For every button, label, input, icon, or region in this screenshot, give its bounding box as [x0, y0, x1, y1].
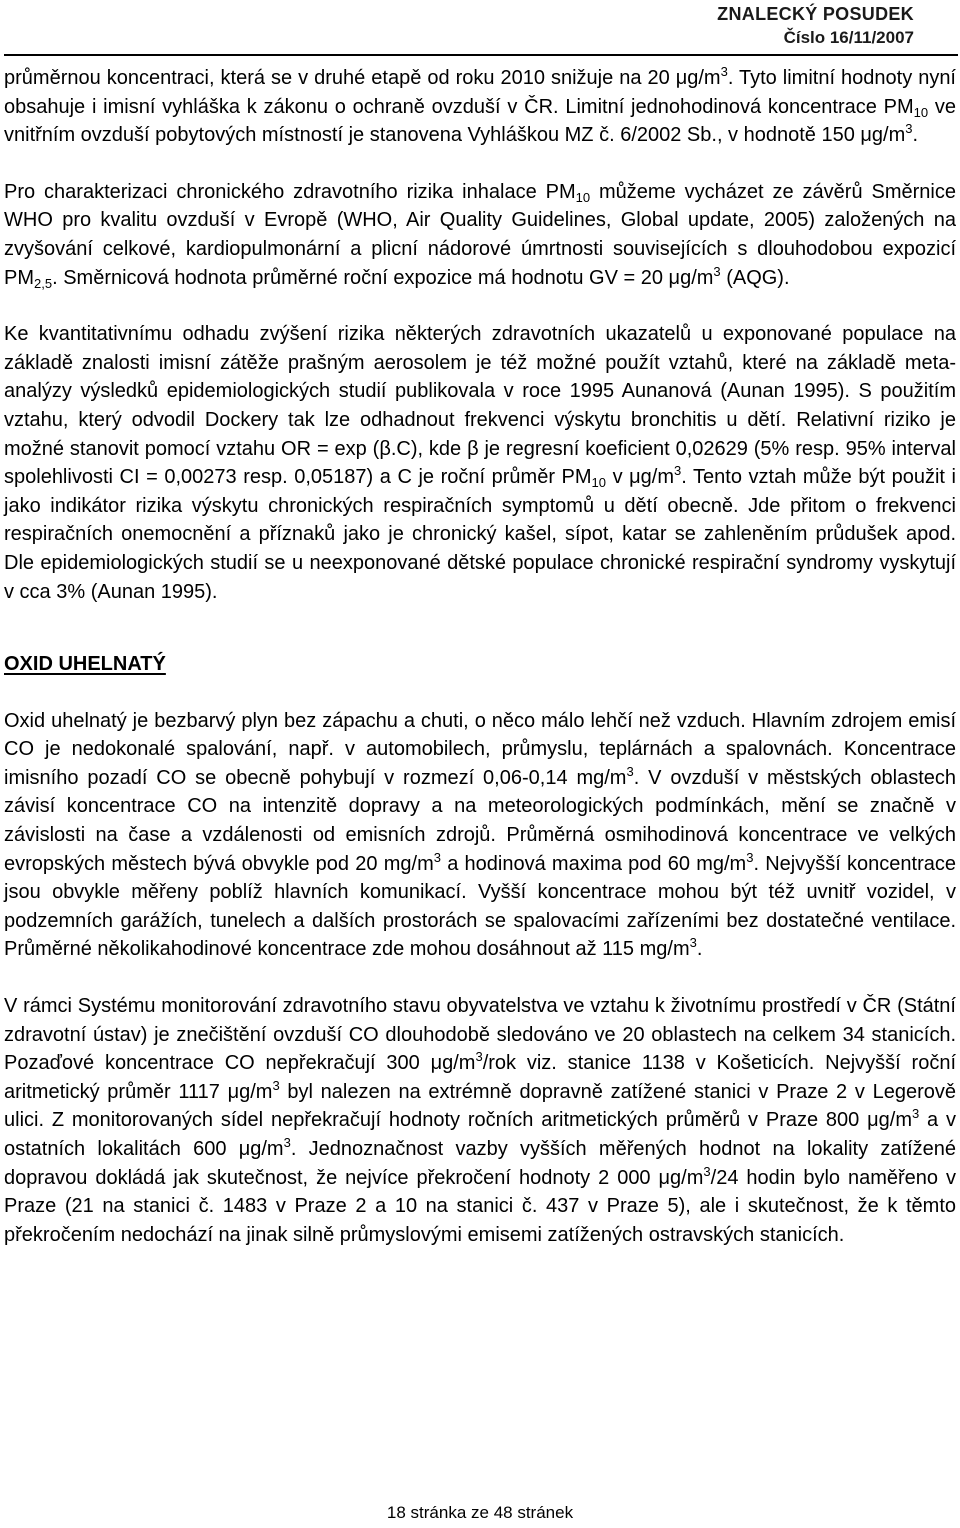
- paragraph-pm-limits: průměrnou koncentraci, která se v druhé etapě od roku 2010 snižuje na 20 $\mu g/m^3$. Tyto limitní hodnoty nyní obsahuje i imisní vyhláška k zákonu o ochraně ovzduší v ČR. Limitní jednohodinová koncentrace $PM_{10}$ ve vnitřním ovzduší pobytových místností je stanovena Vyhláškou MZ č. 6/2002 Sb., v hodnotě 150 $\mu g/m^3$.: [4, 64, 956, 147]
- section-heading-carbon-monoxide: OXID UHELNATÝ: [4, 653, 166, 676]
- header-document-number: Číslo 16/11/2007: [783, 28, 914, 47]
- paragraph-who-guidelines: Pro charakterizaci chronického zdravotního rizika inhalace $PM_{10}$ můžeme vycházet ze závěrů Směrnice WHO pro kvalitu ovzduší v Evropě (WHO, Air Quality Guidelines, Global update, 2005) založených na zvyšování celkové, kardiopulmonární a plicní nádorové úmrtnosti souvisejících s dlouhodobou expozicí $PM_{2,5}$. Směrnicová hodnota průměrné roční expozice má hodnotu GV = 20 $\mu g/m^3$ (AQG).: [4, 180, 956, 291]
- page-footer: 18 stránka ze 48 stránek: [386, 1503, 574, 1522]
- paragraph-co-monitoring: V rámci Systému monitorování zdravotního stavu obyvatelstva ve vztahu k životnímu prostředí v ČR (Státní zdravotní ústav) je znečištění ovzduší CO dlouhodobě sledováno ve 20 oblastech na celkem 34 stanicích. Pozaďové koncentrace CO nepřekračují 300 $\mu g/m^3$/rok viz. stanice 1138 v Košeticích. Nejvyšší roční aritmetický průměr 1117 $\mu g/m^3$ byl nalezen na extrémně dopravně zatížené stanici v Praze 2 v Legerově ulici. Z monitorovaných sídel nepřekračují hodnoty ročních aritmetických průměrů v Praze 800 $\mu g/m^3$ a v ostatních lokalitách 600 $\mu g/m^3$. Jednoznačnost vazby vyšších měřených hodnot na lokality zatížené dopravou dokládá jak skutečnost, že nejvíce překročení hodnoty 2 000 $\mu g/m^3/24$ hodin bylo naměřeno v Praze (21 na stanici č. 1483 v Praze 2 a 10 na stanici č. 437 v Praze 5), ale i skutečnost, že k těmto překročením nedochází na jinak silně průmyslovými emisemi zatížených ostravských stanicích.: [4, 995, 957, 1246]
- header-title: ZNALECKÝ POSUDEK: [717, 4, 914, 24]
- page-header: [717, 2, 914, 50]
- paragraph-risk-estimation: Ke kvantitativnímu odhadu zvýšení rizika některých zdravotních ukazatelů u exponované populace na základě znalosti imisní zátěže prašným aerosolem je též možné použít vztahů, které na základě meta-analýzy výsledků epidemiologických studií publikovala v roce 1995 Aunanová (Aunan 1995). S použitím vztahu, který odvodil Dockery tak lze odhadnout frekvenci výskytu bronchitis u dětí. Relativní riziko je možné stanovit pomocí vztahu OR = exp (β.C), kde β je regresní koeficient 0,02629 (5% resp. 95% interval spolehlivosti CI = 0,00273 resp. 0,05187) a C je roční průměr $PM_{10}$ v $\mu g/m^3$. Tento vztah může být použit i jako indikátor rizika výskytu chronických respiračních symptomů u dětí obecně. Jde přitom o frekvenci respiračních onemocnění a příznaků jako je chronický kašel, sípot, katar se zahleněním průdušek apod. Dle epidemiologických studií se u neexponované dětské populace chronické respirační syndromy vyskytují v cca 3% (Aunan 1995).: [4, 323, 957, 603]
- header-rule: [4, 54, 958, 56]
- paragraph-co-sources: Oxid uhelnatý je bezbarvý plyn bez zápachu a chuti, o něco málo lehčí než vzduch. Hlavním zdrojem emisí CO je nedokonalé spalování, např. v automobilech, průmyslu, teplárnách a spalovnách. Koncentrace imisního pozadí CO se obecně pohybují v rozmezí 0,06-0,14 $mg/m^3$. V ovzduší v městských oblastech závisí koncentrace CO na intenzitě dopravy a na meteorologických podmínkách, mění se značně v závislosti na čase a vzdálenosti od emisních zdrojů. Průměrná osmihodinová koncentrace ve velkých evropských městech bývá obvykle pod 20 $mg/m^3$ a hodinová maxima pod 60 $mg/m^3$. Nejvyšší koncentrace jsou obvykle měřeny poblíž hlavních komunikací. Vyšší koncentrace mohou být též uvnitř vozidel, v podzemních garážích, tunelech a dalších prostorách se spalovacími zařízeními bez dostatečné ventilace. Průměrné několikahodinové koncentrace zde mohou dosáhnout až 115 $mg/m^3$.: [4, 709, 956, 961]
- document-body: [4, 64, 956, 1249]
